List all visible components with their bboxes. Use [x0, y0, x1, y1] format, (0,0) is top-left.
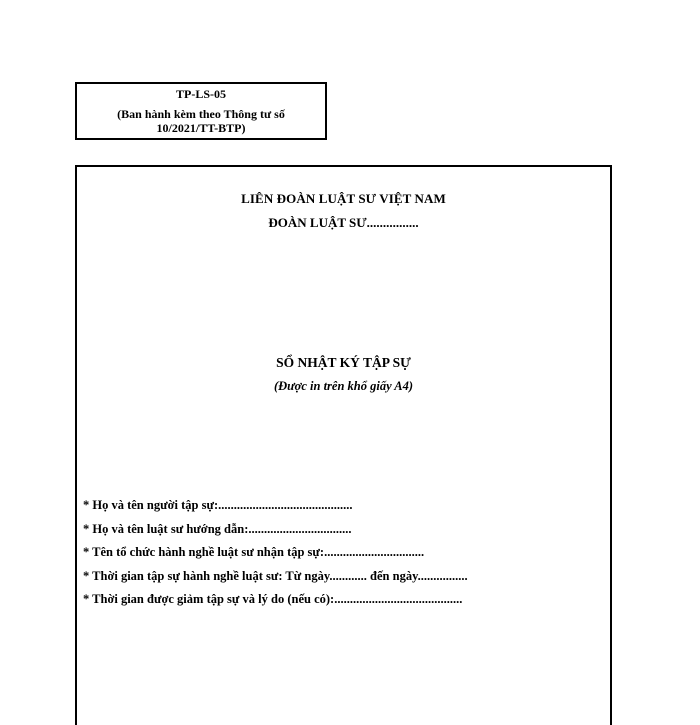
federation-heading: LIÊN ĐOÀN LUẬT SƯ VIỆT NAM [241, 191, 446, 206]
field-trainee-name: * Họ và tên người tập sự:........................................... [83, 498, 353, 512]
issued-note-line-2: 10/2021/TT-BTP) [156, 121, 246, 135]
field-training-period: * Thời gian tập sự hành nghề luật sư: Từ ngày............ đến ngày................ [83, 568, 468, 583]
form-code: TP-LS-05 [175, 87, 226, 101]
field-supervising-lawyer: * Họ và tên luật sư hướng dẫn:................................. [83, 521, 352, 536]
document-subtitle: (Được in trên khổ giấy A4) [273, 379, 414, 393]
field-host-organization: * Tên tổ chức hành nghề luật sư nhận tập sự:................................ [83, 545, 425, 559]
bar-association-heading: ĐOÀN LUẬT SƯ................ [268, 215, 419, 230]
form-code-box [75, 82, 327, 140]
trainee-fields [83, 497, 603, 615]
cover-page-frame [75, 165, 612, 725]
issued-note [77, 107, 325, 135]
field-reduced-period-reason: * Thời gian được giảm tập sự và lý do (nếu có):......................................... [83, 592, 463, 606]
issued-note-line-1: (Ban hành kèm theo Thông tư số [117, 107, 285, 121]
document-title: SỔ NHẬT KÝ TẬP SỰ [276, 355, 411, 370]
